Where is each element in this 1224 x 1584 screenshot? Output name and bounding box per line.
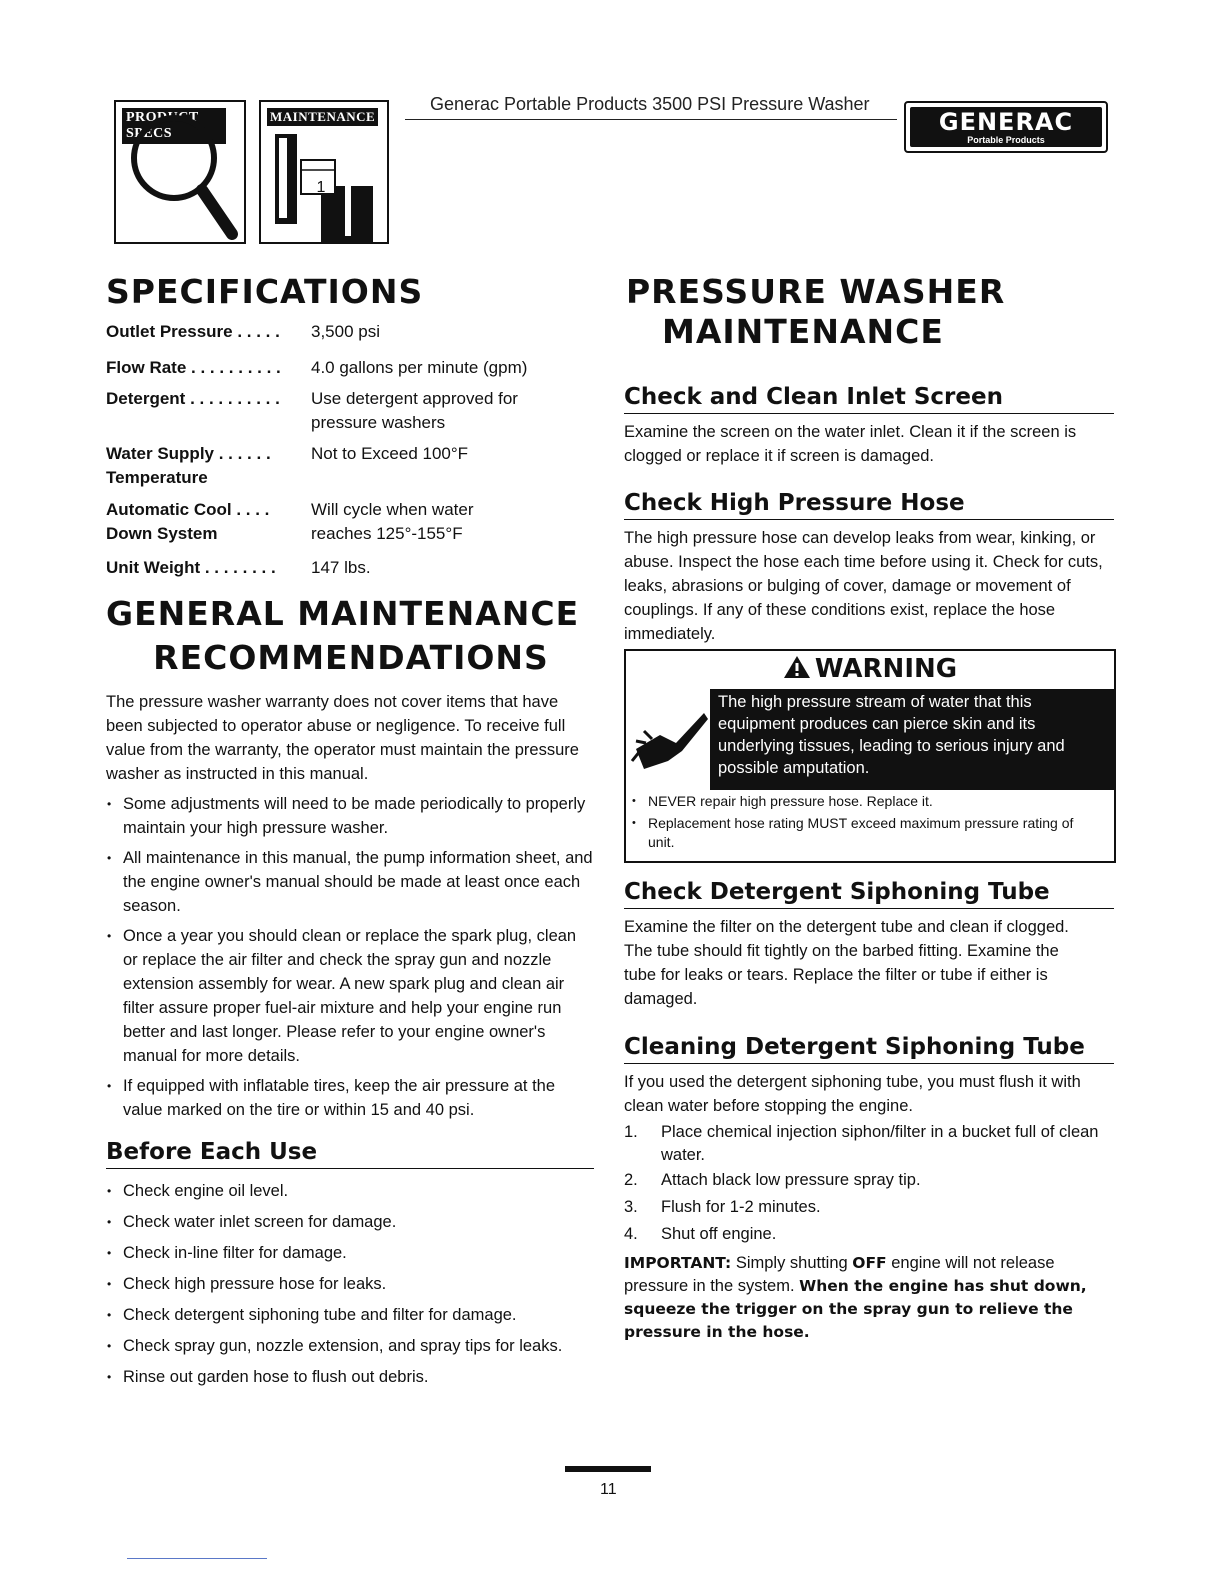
list-item [624, 1121, 1112, 1167]
wrench-calendar-icon [261, 102, 387, 242]
footer-rule [127, 1558, 267, 1559]
header-title: Generac Portable Products 3500 PSI Pressure Washer [430, 94, 870, 114]
maintenance-label: MAINTENANCE [267, 108, 378, 126]
before-each-use-list [106, 1176, 596, 1393]
maintenance-icon [259, 100, 389, 244]
detergent-tube-heading: Check Detergent Siphoning Tube [624, 877, 1114, 909]
list-item [624, 1223, 1112, 1246]
spec-value: Not to Exceed 100°F [311, 444, 469, 463]
general-maintenance-heading-line1: GENERAL MAINTENANCE [106, 594, 580, 633]
spec-value-line2: reaches 125°-155°F [311, 524, 463, 543]
step-text: Shut off engine. [661, 1225, 777, 1243]
list-item: • Replacement hose rating MUST exceed maximum pressure rating of unit. [628, 814, 1098, 852]
footer-bar [565, 1466, 651, 1472]
high-pressure-hose-text: The high pressure hose can develop leaks from wear, kinking, or abuse. Inspect the hose each time before using it. Check for cuts, leaks, abrasions or bulging of cover, damage or movement of couplings. If any of these conditions exist, replace the hose immediately. [624, 529, 1103, 643]
spec-label: Water Supply [106, 444, 214, 463]
product-specs-icon [114, 100, 246, 244]
spec-label: Unit Weight [106, 558, 201, 577]
warning-box [624, 649, 1116, 863]
general-maintenance-heading [106, 592, 596, 680]
important-text-1: Simply shutting [731, 1254, 853, 1272]
list-item: • Check water inlet screen for damage. [106, 1207, 596, 1238]
spec-label: Outlet Pressure [106, 322, 233, 341]
inlet-screen-heading: Check and Clean Inlet Screen [624, 382, 1114, 414]
important-text-2: engine will not release pressure in the system. [624, 1254, 1055, 1295]
high-pressure-hose-heading: Check High Pressure Hose [624, 488, 1114, 520]
list-item: • If equipped with inflatable tires, keep the air pressure at the value marked on the tire or within 15 and 40 psi. [106, 1074, 594, 1122]
before-each-use-heading: Before Each Use [106, 1137, 594, 1169]
list-item: • Check high pressure hose for leaks. [106, 1269, 596, 1300]
spec-value-line2: pressure washers [311, 413, 446, 432]
spec-dots: . . . . . . [214, 444, 271, 463]
warning-triangle-icon [783, 655, 811, 679]
spec-label: Detergent [106, 389, 186, 408]
inlet-screen-text: Examine the screen on the water inlet. Clean it if the screen is clogged or replace it if screen is damaged. [624, 423, 1077, 465]
warranty-paragraph: The pressure washer warranty does not cover items that have been subjected to operator abuse or negligence. To receive full value from the warranty, the operator must maintain the pressure washer as instructed in this manual. [106, 693, 579, 783]
spec-value: Use detergent approved for [311, 389, 518, 408]
important-bold-text: When the engine has shut down, squeeze the trigger on the spray gun to relieve the pressure in the hose. [624, 1277, 1087, 1341]
list-item: • Check engine oil level. [106, 1176, 596, 1207]
step-text: Attach black low pressure spray tip. [661, 1171, 921, 1189]
list-item: • Rinse out garden hose to flush out debris. [106, 1362, 596, 1393]
header-rule [405, 119, 897, 120]
pressure-washer-maintenance-heading [626, 272, 1066, 352]
flush-steps-list [624, 1121, 1112, 1246]
warning-title [626, 651, 1114, 689]
maintenance-bullet-list [106, 792, 594, 1122]
injection-hazard-icon [630, 691, 710, 791]
spec-dots: . . . . . . . . . . [186, 358, 281, 377]
spec-dots: . . . . . . . . . . [185, 389, 280, 408]
specifications-heading: SPECIFICATIONS [106, 272, 424, 311]
spec-label: Flow Rate [106, 358, 187, 377]
spec-value: 3,500 psi [311, 322, 380, 341]
spec-value: 4.0 gallons per minute (gpm) [311, 358, 528, 377]
detergent-tube-text: Examine the filter on the detergent tube and clean if clogged. The tube should fit tightly on the barbed fitting. Examine the tube for leaks or tears. Replace the filter or tube if either is damaged. [624, 918, 1069, 1008]
generac-logo [904, 101, 1108, 153]
list-item: • All maintenance in this manual, the pump information sheet, and the engine owner's manual should be made at least once each season. [106, 846, 594, 918]
pw-heading-line1: PRESSURE WASHER [626, 272, 1006, 311]
step-text: Place chemical injection siphon/filter in a bucket full of clean water. [661, 1123, 1099, 1164]
logo-text: GENERAC [938, 108, 1074, 136]
warning-message: The high pressure stream of water that this equipment produces can pierce skin and its underlying tissues, leading to serious injury and possible amputation. [710, 689, 1114, 790]
spec-label: Automatic Cool [106, 500, 232, 519]
list-item: • Check spray gun, nozzle extension, and spray tips for leaks. [106, 1331, 596, 1362]
step-number: 2. [624, 1171, 638, 1189]
general-maintenance-heading-line2: RECOMMENDATIONS [153, 638, 549, 677]
list-item: • Once a year you should clean or replace the spark plug, clean or replace the air filter and check the spray gun and nozzle extension assembly for wear. A new spark plug and clean air filter assure proper fuel-air mixture and help your engine run better and last longer. Please refer to your engine owner's manual for more details. [106, 924, 594, 1068]
list-item: • Some adjustments will need to be made periodically to properly maintain your high pressure washer. [106, 792, 594, 840]
spec-value: Will cycle when water [311, 500, 474, 519]
spec-dots: . . . . . . . . [200, 558, 276, 577]
list-item: • NEVER repair high pressure hose. Replace it. [628, 792, 1098, 811]
important-note [624, 1252, 1116, 1344]
warning-title-text: WARNING [814, 654, 958, 684]
product-specs-label: PRODUCT SPECS [122, 108, 226, 144]
cleaning-tube-text: If you used the detergent siphoning tube, you must flush it with clean water before stopping the engine. [624, 1073, 1081, 1115]
pw-heading-line2: MAINTENANCE [662, 312, 944, 351]
spec-label-line2: Down System [106, 524, 218, 543]
magnifier-icon [116, 102, 244, 242]
important-label: IMPORTANT: [624, 1254, 732, 1272]
important-off: OFF [852, 1254, 887, 1272]
svg-text:1 [317, 179, 326, 196]
warning-bullet-list [628, 792, 1098, 855]
spec-label-line2: Temperature [106, 468, 208, 487]
list-item [624, 1196, 1112, 1219]
step-number: 1. [624, 1123, 638, 1141]
list-item: • Check in-line filter for damage. [106, 1238, 596, 1269]
spec-dots: . . . . . [232, 322, 280, 341]
list-item [624, 1169, 1112, 1192]
spec-dots: . . . . [231, 500, 270, 519]
spec-value: 147 lbs. [311, 558, 371, 577]
list-item: • Check detergent siphoning tube and filter for damage. [106, 1300, 596, 1331]
calendar-day: 1 [316, 179, 326, 196]
step-number: 3. [624, 1198, 638, 1216]
step-text: Flush for 1-2 minutes. [661, 1198, 821, 1216]
cleaning-tube-heading: Cleaning Detergent Siphoning Tube [624, 1032, 1114, 1064]
logo-subtext: Portable Products [967, 135, 1045, 145]
step-number: 4. [624, 1225, 638, 1243]
page-number: 11 [600, 1481, 617, 1498]
